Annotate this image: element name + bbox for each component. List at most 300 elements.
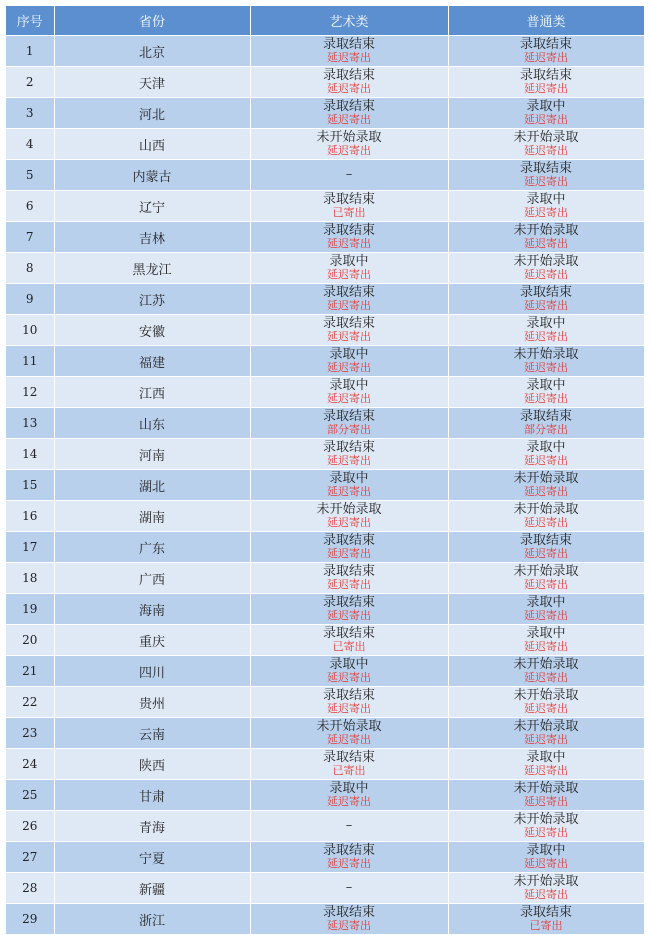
cell-art (250, 656, 448, 687)
art-shipping: 延迟寄出 (327, 144, 371, 157)
row-index: 15 (22, 477, 38, 492)
table-row (6, 36, 644, 67)
art-status: 录取结束 (322, 223, 375, 238)
header-general: 普通类 (448, 6, 644, 36)
row-index: 19 (22, 601, 38, 616)
row-index: 12 (22, 384, 38, 399)
art-status: 录取结束 (322, 316, 375, 331)
art-status: 录取结束 (322, 440, 375, 455)
general-status: 录取结束 (519, 161, 572, 176)
province-name: 北京 (138, 45, 165, 61)
cell-general (448, 408, 644, 439)
cell-art (250, 129, 448, 160)
cell-province (54, 129, 250, 160)
general-status: 录取中 (526, 440, 566, 455)
row-index: 2 (25, 74, 34, 89)
province-name: 新疆 (138, 882, 165, 898)
cell-general (448, 656, 644, 687)
table-row (6, 563, 644, 594)
general-status: 未开始录取 (513, 502, 579, 517)
row-index: 10 (22, 322, 38, 337)
province-name: 辽宁 (138, 200, 165, 216)
table-row (6, 904, 644, 935)
cell-art (250, 904, 448, 935)
cell-province (54, 842, 250, 873)
general-shipping: 延迟寄出 (524, 857, 568, 870)
row-index: 29 (22, 911, 38, 926)
general-shipping: 延迟寄出 (524, 175, 568, 188)
table-row (6, 315, 644, 346)
cell-province (54, 718, 250, 749)
cell-general (448, 160, 644, 191)
cell-province (54, 594, 250, 625)
cell-art (250, 346, 448, 377)
cell-province (54, 501, 250, 532)
row-index: 4 (25, 136, 34, 151)
general-shipping: 延迟寄出 (524, 268, 568, 281)
row-index: 3 (25, 105, 34, 120)
cell-province (54, 67, 250, 98)
cell-province (54, 656, 250, 687)
cell-index (6, 222, 54, 253)
cell-index (6, 532, 54, 563)
general-shipping: 延迟寄出 (524, 733, 568, 746)
cell-province (54, 346, 250, 377)
table-row (6, 594, 644, 625)
general-shipping: 延迟寄出 (524, 671, 568, 684)
cell-general (448, 625, 644, 656)
province-name: 浙江 (138, 913, 165, 929)
row-index: 24 (22, 756, 38, 771)
cell-index (6, 129, 54, 160)
general-status: 录取结束 (519, 905, 572, 920)
cell-province (54, 749, 250, 780)
art-status: 录取中 (329, 378, 369, 393)
general-shipping: 延迟寄出 (524, 206, 568, 219)
cell-general (448, 439, 644, 470)
cell-index (6, 160, 54, 191)
province-name: 山西 (138, 138, 165, 154)
row-index: 7 (25, 229, 34, 244)
art-shipping: 部分寄出 (327, 423, 371, 436)
cell-art (250, 718, 448, 749)
art-shipping: 延迟寄出 (327, 454, 371, 467)
general-status: 录取结束 (519, 285, 572, 300)
cell-general (448, 191, 644, 222)
cell-general (448, 780, 644, 811)
cell-province (54, 98, 250, 129)
general-status: 录取中 (526, 99, 566, 114)
general-shipping: 延迟寄出 (524, 51, 568, 64)
header-index: 序号 (6, 6, 54, 36)
province-name: 湖南 (138, 510, 165, 526)
cell-art (250, 842, 448, 873)
cell-province (54, 873, 250, 904)
cell-general (448, 315, 644, 346)
cell-art (250, 532, 448, 563)
general-shipping: 延迟寄出 (524, 454, 568, 467)
table-row (6, 687, 644, 718)
general-status: 未开始录取 (513, 812, 579, 827)
cell-art (250, 625, 448, 656)
general-shipping: 延迟寄出 (524, 764, 568, 777)
table-row (6, 408, 644, 439)
table-row (6, 346, 644, 377)
general-shipping: 延迟寄出 (524, 82, 568, 95)
table-row (6, 532, 644, 563)
province-name: 青海 (138, 820, 165, 836)
cell-index (6, 842, 54, 873)
table-row (6, 470, 644, 501)
art-shipping: 延迟寄出 (327, 702, 371, 715)
general-status: 未开始录取 (513, 719, 579, 734)
cell-index (6, 904, 54, 935)
general-shipping: 延迟寄出 (524, 640, 568, 653)
cell-province (54, 253, 250, 284)
art-shipping: 延迟寄出 (327, 113, 371, 126)
table-row (6, 780, 644, 811)
cell-general (448, 36, 644, 67)
province-name: 山东 (138, 417, 165, 433)
art-shipping: 延迟寄出 (327, 361, 371, 374)
art-shipping: 已寄出 (332, 764, 366, 777)
general-status: 录取中 (526, 192, 566, 207)
art-status: 录取结束 (322, 37, 375, 52)
row-index: 26 (22, 818, 38, 833)
cell-index (6, 563, 54, 594)
general-shipping: 延迟寄出 (524, 361, 568, 374)
general-status: 录取中 (526, 843, 566, 858)
cell-index (6, 191, 54, 222)
row-index: 9 (25, 291, 34, 306)
general-status: 未开始录取 (513, 471, 579, 486)
header-art: 艺术类 (250, 6, 448, 36)
cell-province (54, 36, 250, 67)
general-shipping: 延迟寄出 (524, 485, 568, 498)
cell-general (448, 98, 644, 129)
general-shipping: 部分寄出 (524, 423, 568, 436)
art-shipping: 延迟寄出 (327, 299, 371, 312)
general-shipping: 延迟寄出 (524, 826, 568, 839)
cell-province (54, 408, 250, 439)
table-row (6, 160, 644, 191)
table-row (6, 439, 644, 470)
art-shipping: 延迟寄出 (327, 516, 371, 529)
row-index: 25 (22, 787, 38, 802)
general-status: 未开始录取 (513, 347, 579, 362)
art-status: 未开始录取 (316, 130, 382, 145)
province-name: 江西 (138, 386, 165, 402)
cell-index (6, 501, 54, 532)
admission-status-table (6, 6, 645, 934)
cell-art (250, 222, 448, 253)
general-status: 未开始录取 (513, 254, 579, 269)
art-status: 录取中 (329, 254, 369, 269)
table-row (6, 253, 644, 284)
row-index: 1 (25, 43, 34, 58)
cell-index (6, 408, 54, 439)
province-name: 内蒙古 (132, 169, 172, 185)
cell-general (448, 532, 644, 563)
art-shipping: 延迟寄出 (327, 82, 371, 95)
cell-art (250, 253, 448, 284)
row-index: 14 (22, 446, 38, 461)
cell-province (54, 811, 250, 842)
header-province: 省份 (54, 6, 250, 36)
general-shipping: 延迟寄出 (524, 113, 568, 126)
art-shipping: 延迟寄出 (327, 919, 371, 932)
art-shipping: 延迟寄出 (327, 268, 371, 281)
general-shipping: 延迟寄出 (524, 795, 568, 808)
cell-art (250, 811, 448, 842)
cell-index (6, 656, 54, 687)
cell-general (448, 284, 644, 315)
art-status: 录取结束 (322, 595, 375, 610)
cell-general (448, 811, 644, 842)
table-row (6, 842, 644, 873)
province-name: 广东 (138, 541, 165, 557)
general-shipping: 延迟寄出 (524, 578, 568, 591)
table-row (6, 501, 644, 532)
cell-art (250, 408, 448, 439)
cell-art (250, 470, 448, 501)
province-name: 宁夏 (138, 851, 165, 867)
general-shipping: 已寄出 (529, 919, 563, 932)
cell-province (54, 439, 250, 470)
row-index: 18 (22, 570, 38, 585)
row-index: 20 (22, 632, 38, 647)
cell-index (6, 470, 54, 501)
general-status: 录取中 (526, 595, 566, 610)
cell-general (448, 563, 644, 594)
art-shipping: 延迟寄出 (327, 857, 371, 870)
general-shipping: 延迟寄出 (524, 516, 568, 529)
cell-index (6, 749, 54, 780)
province-name: 黑龙江 (132, 262, 172, 278)
cell-index (6, 780, 54, 811)
general-status: 未开始录取 (513, 874, 579, 889)
art-shipping: 延迟寄出 (327, 671, 371, 684)
art-shipping: 已寄出 (332, 206, 366, 219)
cell-general (448, 253, 644, 284)
cell-art (250, 284, 448, 315)
art-status: 录取中 (329, 471, 369, 486)
art-status: 录取中 (329, 781, 369, 796)
cell-province (54, 222, 250, 253)
general-status: 录取结束 (519, 409, 572, 424)
cell-province (54, 625, 250, 656)
province-name: 湖北 (138, 479, 165, 495)
cell-general (448, 129, 644, 160)
general-shipping: 延迟寄出 (524, 237, 568, 250)
cell-index (6, 718, 54, 749)
art-status: 录取结束 (322, 99, 375, 114)
art-status: 录取结束 (322, 843, 375, 858)
cell-general (448, 67, 644, 98)
province-name: 福建 (138, 355, 165, 371)
province-name: 海南 (138, 603, 165, 619)
art-shipping: 已寄出 (332, 640, 366, 653)
table-header-row (6, 6, 644, 36)
cell-index (6, 346, 54, 377)
general-shipping: 延迟寄出 (524, 392, 568, 405)
cell-art (250, 780, 448, 811)
general-status: 录取结束 (519, 68, 572, 83)
art-status: – (345, 880, 353, 895)
table-row (6, 222, 644, 253)
cell-art (250, 160, 448, 191)
province-name: 云南 (138, 727, 165, 743)
province-name: 甘肃 (138, 789, 165, 805)
general-status: 录取中 (526, 626, 566, 641)
general-status: 未开始录取 (513, 130, 579, 145)
row-index: 13 (22, 415, 38, 430)
art-status: 录取结束 (322, 750, 375, 765)
table-row (6, 191, 644, 222)
cell-index (6, 811, 54, 842)
art-status: – (345, 167, 353, 182)
art-status: 录取结束 (322, 192, 375, 207)
cell-province (54, 284, 250, 315)
table-row (6, 625, 644, 656)
row-index: 11 (22, 353, 38, 368)
cell-art (250, 315, 448, 346)
art-shipping: 延迟寄出 (327, 51, 371, 64)
general-shipping: 延迟寄出 (524, 609, 568, 622)
province-name: 四川 (138, 665, 165, 681)
cell-province (54, 780, 250, 811)
row-index: 22 (22, 694, 38, 709)
art-shipping: 延迟寄出 (327, 795, 371, 808)
cell-art (250, 67, 448, 98)
table-row (6, 811, 644, 842)
cell-art (250, 873, 448, 904)
row-index: 21 (22, 663, 38, 678)
general-status: 录取中 (526, 378, 566, 393)
province-name: 吉林 (138, 231, 165, 247)
art-shipping: 延迟寄出 (327, 733, 371, 746)
art-status: 录取结束 (322, 626, 375, 641)
cell-index (6, 98, 54, 129)
cell-art (250, 36, 448, 67)
table-row (6, 98, 644, 129)
cell-province (54, 160, 250, 191)
cell-general (448, 749, 644, 780)
general-status: 未开始录取 (513, 223, 579, 238)
cell-general (448, 842, 644, 873)
art-status: 录取结束 (322, 533, 375, 548)
general-shipping: 延迟寄出 (524, 144, 568, 157)
art-status: – (345, 818, 353, 833)
art-status: 录取结束 (322, 688, 375, 703)
art-status: 录取中 (329, 657, 369, 672)
row-index: 16 (22, 508, 38, 523)
general-shipping: 延迟寄出 (524, 702, 568, 715)
row-index: 28 (22, 880, 38, 895)
province-name: 天津 (138, 76, 165, 92)
art-shipping: 延迟寄出 (327, 609, 371, 622)
general-status: 录取中 (526, 750, 566, 765)
province-name: 河北 (138, 107, 165, 123)
cell-province (54, 315, 250, 346)
cell-index (6, 625, 54, 656)
cell-index (6, 36, 54, 67)
cell-art (250, 98, 448, 129)
cell-general (448, 873, 644, 904)
cell-index (6, 253, 54, 284)
row-index: 5 (25, 167, 34, 182)
cell-art (250, 749, 448, 780)
province-name: 江苏 (138, 293, 165, 309)
table-row (6, 873, 644, 904)
general-shipping: 延迟寄出 (524, 547, 568, 560)
art-status: 录取结束 (322, 409, 375, 424)
cell-index (6, 377, 54, 408)
cell-province (54, 191, 250, 222)
cell-index (6, 687, 54, 718)
table-row (6, 656, 644, 687)
cell-art (250, 594, 448, 625)
province-name: 安徽 (138, 324, 165, 340)
table-row (6, 377, 644, 408)
art-status: 录取中 (329, 347, 369, 362)
cell-art (250, 687, 448, 718)
row-index: 23 (22, 725, 38, 740)
province-name: 陕西 (138, 758, 165, 774)
cell-art (250, 563, 448, 594)
general-status: 未开始录取 (513, 564, 579, 579)
art-shipping: 延迟寄出 (327, 578, 371, 591)
table-row (6, 749, 644, 780)
table-row (6, 284, 644, 315)
art-status: 录取结束 (322, 905, 375, 920)
cell-general (448, 470, 644, 501)
general-status: 录取中 (526, 316, 566, 331)
general-shipping: 延迟寄出 (524, 888, 568, 901)
cell-general (448, 594, 644, 625)
cell-index (6, 315, 54, 346)
cell-art (250, 377, 448, 408)
row-index: 17 (22, 539, 38, 554)
art-status: 录取结束 (322, 68, 375, 83)
row-index: 6 (25, 198, 34, 213)
general-status: 录取结束 (519, 37, 572, 52)
cell-general (448, 346, 644, 377)
province-name: 重庆 (138, 634, 165, 650)
cell-index (6, 67, 54, 98)
row-index: 27 (22, 849, 38, 864)
cell-art (250, 501, 448, 532)
cell-index (6, 439, 54, 470)
cell-index (6, 284, 54, 315)
province-name: 河南 (138, 448, 165, 464)
table-row (6, 67, 644, 98)
cell-general (448, 222, 644, 253)
general-status: 未开始录取 (513, 688, 579, 703)
cell-province (54, 470, 250, 501)
art-status: 未开始录取 (316, 502, 382, 517)
table-row (6, 129, 644, 160)
cell-index (6, 873, 54, 904)
cell-art (250, 439, 448, 470)
cell-province (54, 377, 250, 408)
province-name: 贵州 (138, 696, 165, 712)
cell-province (54, 904, 250, 935)
cell-province (54, 532, 250, 563)
cell-index (6, 594, 54, 625)
cell-general (448, 377, 644, 408)
general-status: 未开始录取 (513, 781, 579, 796)
